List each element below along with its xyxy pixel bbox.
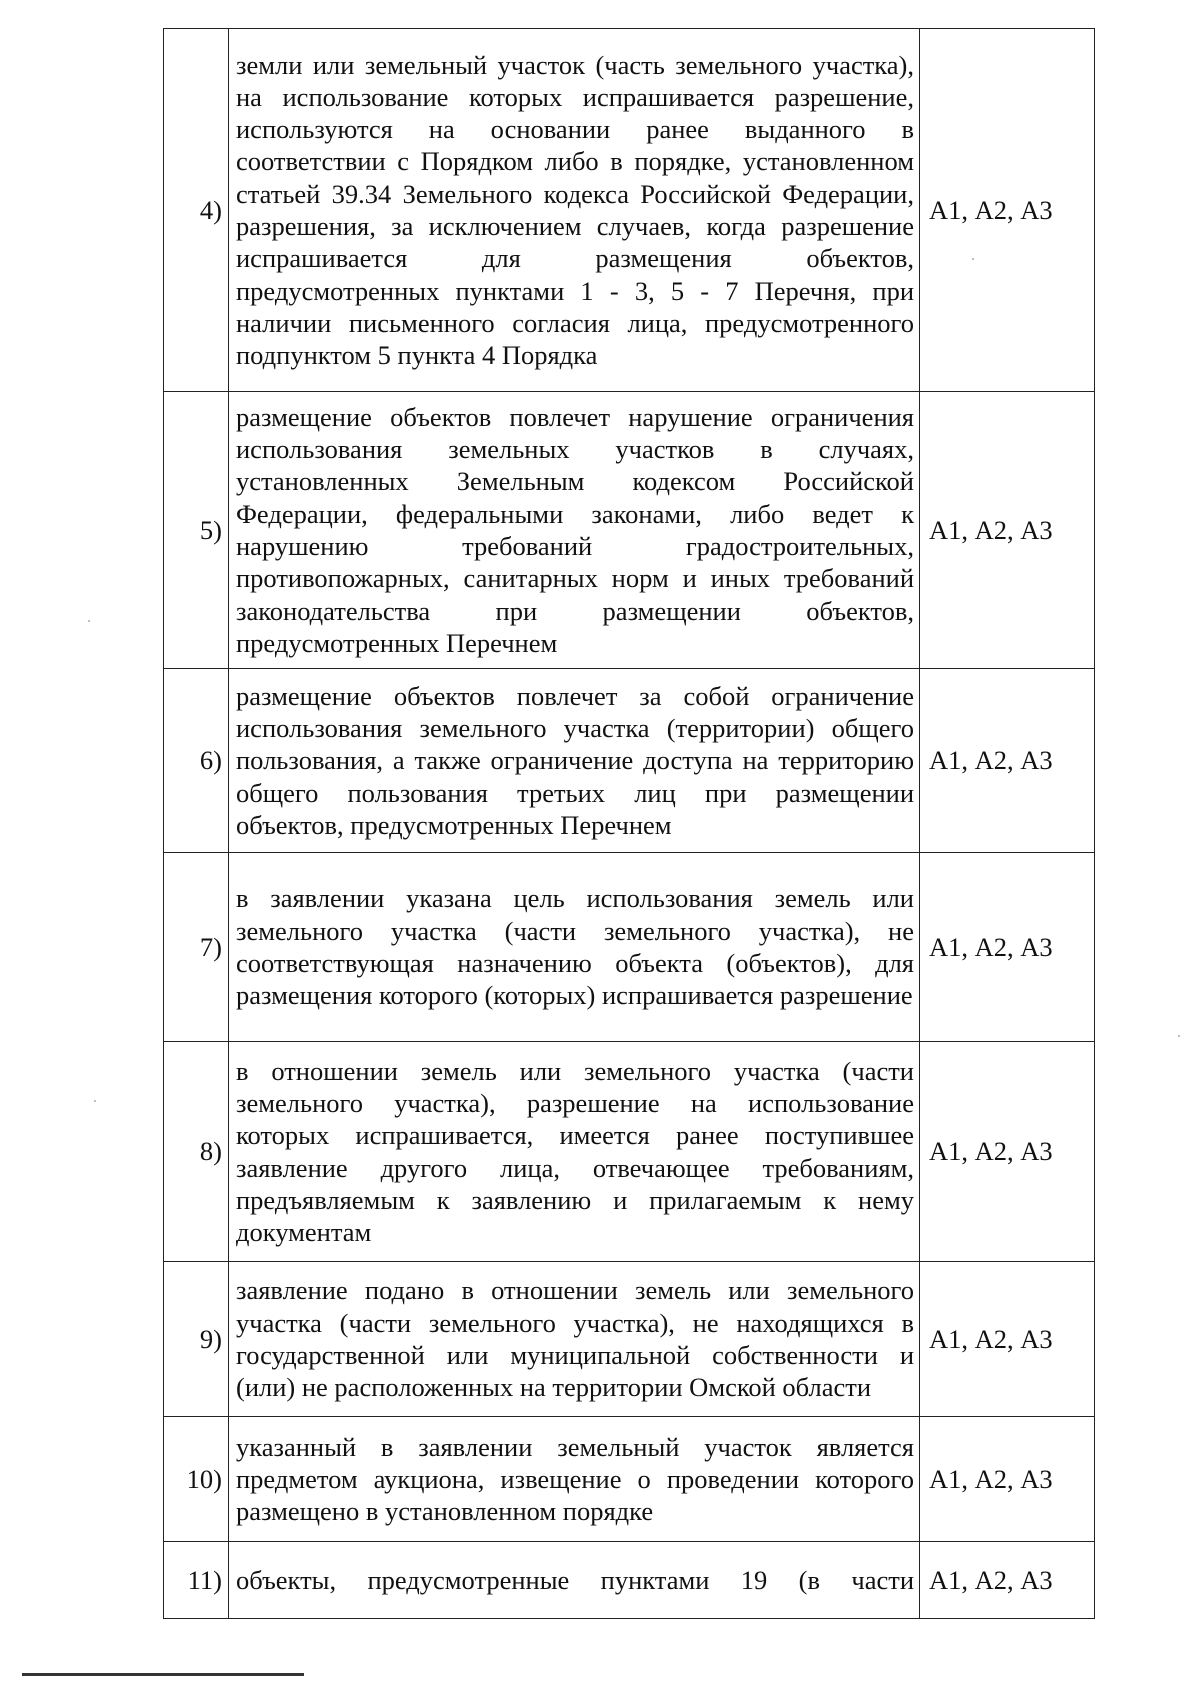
table-row bbox=[164, 1042, 1095, 1262]
row-codes: А1, А2, А3 bbox=[920, 1262, 1095, 1417]
table-row bbox=[164, 1262, 1095, 1417]
table-row bbox=[164, 1542, 1095, 1619]
row-codes: А1, А2, А3 bbox=[920, 1042, 1095, 1262]
row-codes: А1, А2, А3 bbox=[920, 392, 1095, 669]
footer-rule bbox=[22, 1673, 304, 1676]
row-codes: А1, А2, А3 bbox=[920, 1417, 1095, 1542]
row-number: 11) bbox=[164, 1542, 229, 1619]
row-text: размещение объектов повлечет нарушение ограничения использования земельных участков в случаях, установленных Земельным кодексом Российской Федерации, федеральными законами, либо ведет к нарушению требований градостроительных, противопожарных, санитарных норм и иных требований законодательства при размещении объектов, предусмотренных Перечнем bbox=[229, 392, 920, 669]
row-number: 6) bbox=[164, 669, 229, 853]
table-row bbox=[164, 29, 1095, 392]
table-row bbox=[164, 669, 1095, 853]
row-number: 4) bbox=[164, 29, 229, 392]
row-text: в заявлении указана цель использования земель или земельного участка (части земельного участка), не соответствующая назначению объекта (объектов), для размещения которого (которых) испрашивается разрешение bbox=[229, 853, 920, 1042]
table-row bbox=[164, 1417, 1095, 1542]
row-number: 10) bbox=[164, 1417, 229, 1542]
grounds-table bbox=[163, 28, 1095, 1619]
row-number: 9) bbox=[164, 1262, 229, 1417]
scan-speck bbox=[94, 1100, 96, 1102]
table-row bbox=[164, 853, 1095, 1042]
row-text: заявление подано в отношении земель или земельного участка (части земельного участка), не находящихся в государственной или муниципальной собственности и (или) не расположенных на территории Омской области bbox=[229, 1262, 920, 1417]
table-row bbox=[164, 392, 1095, 669]
row-codes: А1, А2, А3 bbox=[920, 29, 1095, 392]
scan-speck bbox=[88, 620, 90, 622]
scan-speck bbox=[1178, 1035, 1180, 1037]
row-codes: А1, А2, А3 bbox=[920, 669, 1095, 853]
row-text-fragment: объекты, предусмотренные пунктами 19 (в части bbox=[236, 1564, 914, 1595]
scan-speck bbox=[972, 258, 974, 260]
row-text: указанный в заявлении земельный участок является предметом аукциона, извещение о проведении которого размещено в установленном порядке bbox=[229, 1417, 920, 1542]
row-codes: А1, А2, А3 bbox=[920, 1542, 1095, 1619]
row-text: размещение объектов повлечет за собой ограничение использования земельного участка (территории) общего пользования, а также ограничение доступа на территорию общего пользования третьих лиц при размещении объектов, предусмотренных Перечнем bbox=[229, 669, 920, 853]
row-text bbox=[229, 1542, 920, 1619]
row-text: в отношении земель или земельного участка (части земельного участка), разрешение на использование которых испрашивается, имеется ранее поступившее заявление другого лица, отвечающее требованиям, предъявляемым к заявлению и прилагаемым к нему документам bbox=[229, 1042, 920, 1262]
row-codes: А1, А2, А3 bbox=[920, 853, 1095, 1042]
row-text: земли или земельный участок (часть земельного участка), на использование которых испрашивается разрешение, используются на основании ранее выданного в соответствии с Порядком либо в порядке, установленном статьей 39.34 Земельного кодекса Российской Федерации, разрешения, за исключением случаев, когда разрешение испрашивается для размещения объектов, предусмотренных пунктами 1 - 3, 5 - 7 Перечня, при наличии письменного согласия лица, предусмотренного подпунктом 5 пункта 4 Порядка bbox=[229, 29, 920, 392]
row-number: 7) bbox=[164, 853, 229, 1042]
row-number: 5) bbox=[164, 392, 229, 669]
row-number: 8) bbox=[164, 1042, 229, 1262]
document-page bbox=[163, 28, 1095, 1612]
